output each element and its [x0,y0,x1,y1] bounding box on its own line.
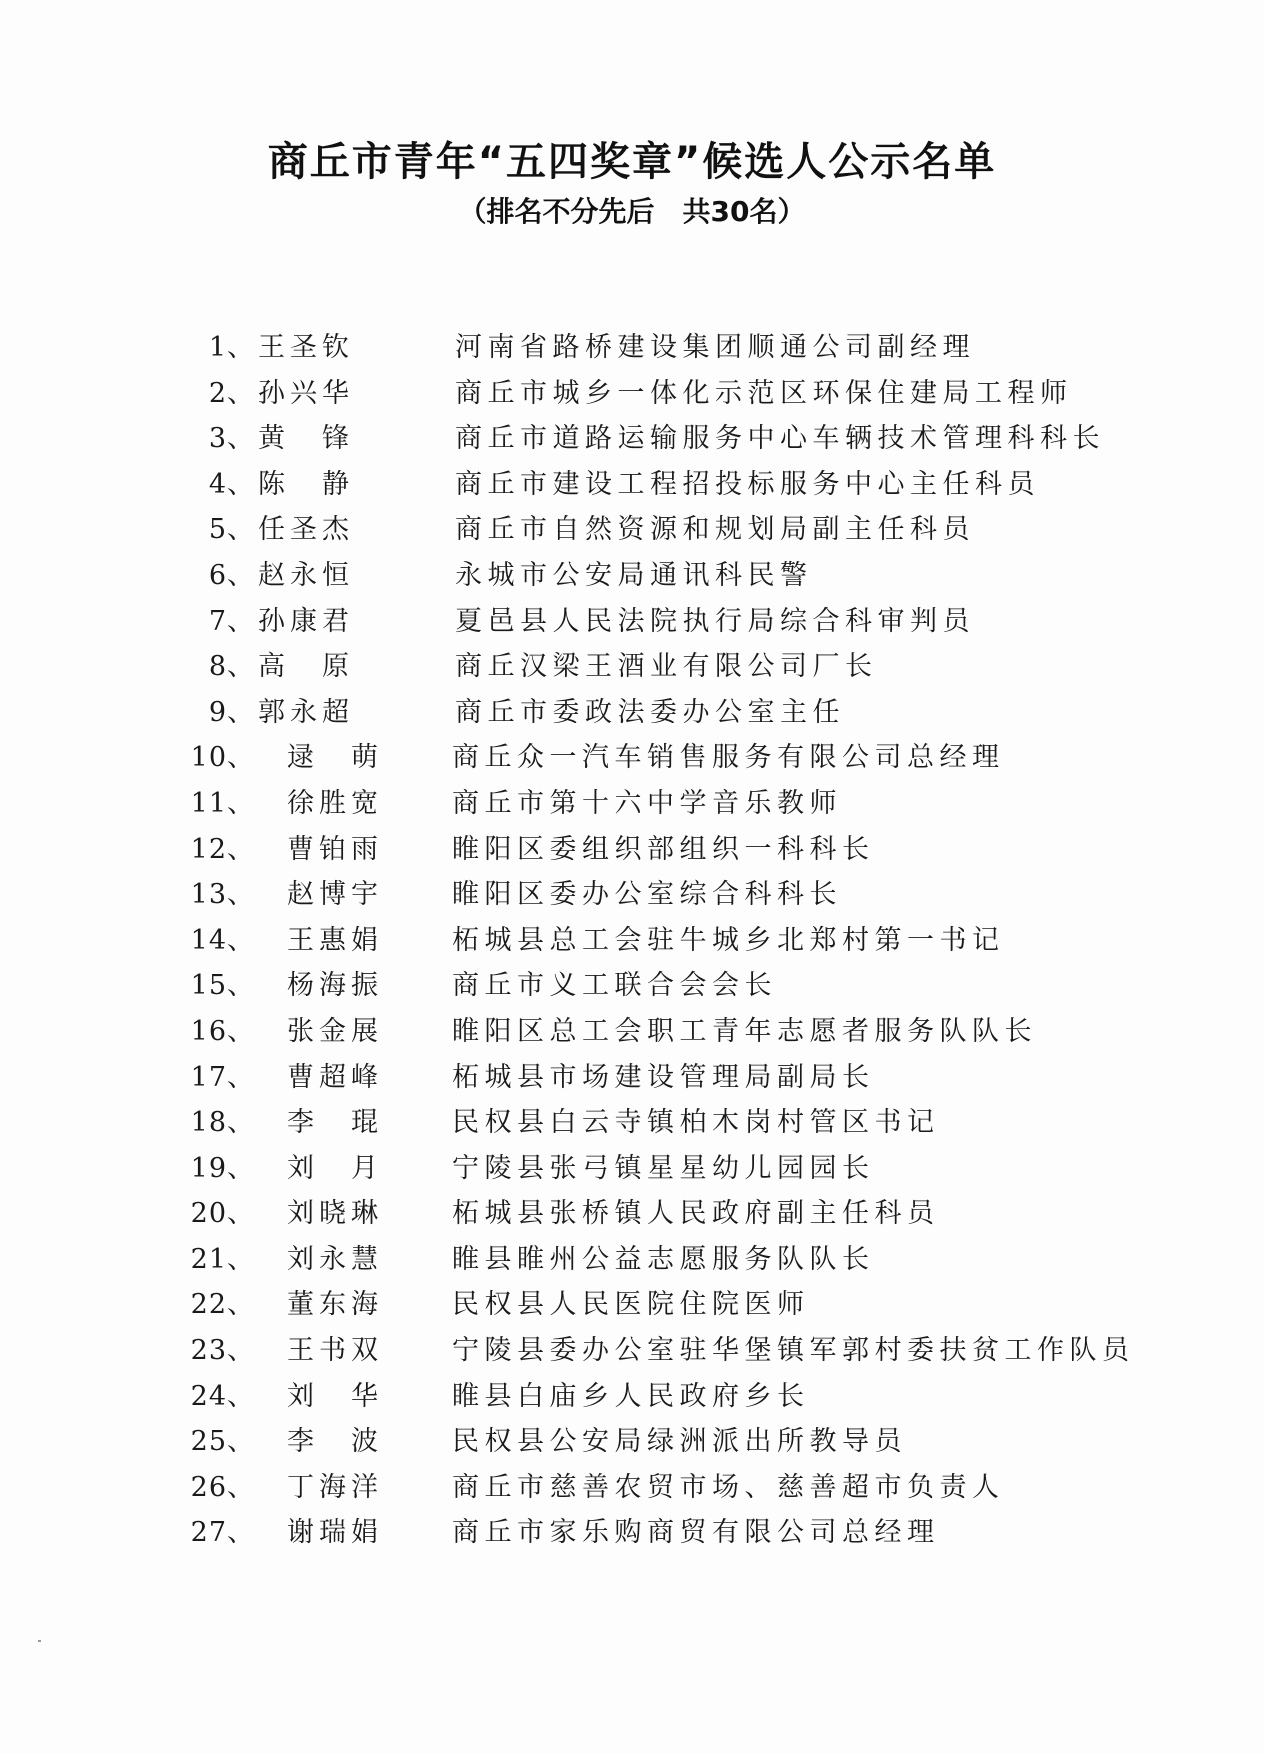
candidate-number: 15、 [190,970,255,1002]
candidate-number: 18、 [190,1107,255,1139]
candidate-number: 4、 [208,468,255,500]
candidate-row [0,1055,1264,1101]
candidate-row [0,1465,1264,1511]
candidate-organization: 睢县睢州公益志愿服务队队长 [452,1243,875,1275]
candidate-name: 逯 萌 [287,742,383,774]
candidate-name: 赵博宇 [287,879,383,911]
candidate-name: 刘 月 [287,1152,383,1184]
candidate-organization: 民权县白云寺镇柏木岗村管区书记 [452,1107,940,1139]
candidate-organization: 睢阳区委组织部组织一科科长 [452,833,875,865]
candidate-row [0,872,1264,918]
candidate-organization: 睢阳区委办公室综合科科长 [452,879,842,911]
candidate-name: 王圣钦 [258,332,354,363]
subtitle-count: 共30名） [682,195,806,228]
candidate-name: 陈 静 [258,468,354,500]
candidate-list [0,325,1264,1556]
candidate-organization: 商丘市第十六中学音乐教师 [452,787,842,819]
candidate-number: 6、 [208,559,255,591]
candidate-row [0,507,1264,553]
candidate-organization: 商丘市建设工程招投标服务中心主任科员 [455,468,1040,500]
candidate-row [0,1328,1264,1374]
candidate-row [0,1191,1264,1237]
candidate-name: 孙兴华 [258,377,354,409]
candidate-number: 14、 [190,924,255,956]
candidate-number: 12、 [190,833,255,865]
candidate-name: 丁海洋 [287,1471,383,1503]
candidate-number: 13、 [190,879,255,911]
candidate-name: 黄 锋 [258,423,354,455]
page-title: 商丘市青年“五四奖章”候选人公示名单 [267,139,997,185]
candidate-name: 徐胜宽 [287,787,383,819]
candidate-name: 董东海 [287,1289,383,1321]
candidate-name: 谢瑞娟 [287,1517,383,1549]
candidate-name: 李 波 [287,1426,383,1458]
candidate-number: 11、 [190,787,255,819]
candidate-name: 郭永超 [258,696,354,728]
candidate-organization: 民权县人民医院住院医师 [452,1289,810,1321]
candidate-number: 19、 [190,1152,255,1184]
candidate-number: 8、 [208,651,255,683]
candidate-row [0,1374,1264,1420]
candidate-organization: 商丘市城乡一体化示范区环保住建局工程师 [455,377,1073,409]
candidate-name: 曹超峰 [287,1061,383,1093]
candidate-name: 刘 华 [287,1380,383,1412]
candidate-row [0,644,1264,690]
candidate-row [0,1146,1264,1192]
candidate-row [0,781,1264,827]
candidate-organization: 商丘众一汽车销售服务有限公司总经理 [452,742,1005,774]
candidate-row [0,1510,1264,1556]
candidate-name: 任圣杰 [258,514,354,546]
candidate-organization: 宁陵县委办公室驻华堡镇军郭村委扶贫工作队员 [452,1335,1135,1367]
candidate-organization: 商丘市自然资源和规划局副主任科员 [455,514,975,546]
candidate-number: 21、 [190,1243,255,1275]
candidate-number: 27、 [190,1517,255,1549]
candidate-number: 25、 [190,1426,255,1458]
candidate-organization: 商丘市道路运输服务中心车辆技术管理科科长 [455,423,1105,455]
candidate-name: 孙康君 [258,605,354,637]
candidate-row [0,599,1264,645]
candidate-row [0,1282,1264,1328]
candidate-number: 17、 [190,1061,255,1093]
candidate-organization: 柘城县市场建设管理局副局长 [452,1061,875,1093]
candidate-row [0,918,1264,964]
subtitle-order-note: （排名不分先后 [458,195,655,228]
candidate-row [0,553,1264,599]
candidate-name: 刘永慧 [287,1243,383,1275]
candidate-number: 7、 [208,605,255,637]
candidate-number: 9、 [208,696,255,728]
candidate-number: 22、 [190,1289,255,1321]
candidate-row [0,1237,1264,1283]
candidate-number: 16、 [190,1015,255,1047]
page-subtitle [0,192,1264,232]
candidate-row [0,416,1264,462]
candidate-row [0,371,1264,417]
candidate-number: 23、 [190,1335,255,1367]
candidate-row [0,1100,1264,1146]
candidate-row [0,690,1264,736]
candidate-organization: 柘城县张桥镇人民政府副主任科员 [452,1198,940,1230]
candidate-number: 10、 [190,742,255,774]
candidate-organization: 睢阳区总工会职工青年志愿者服务队队长 [452,1015,1037,1047]
candidate-name: 王惠娟 [287,924,383,956]
candidate-number: 1、 [208,332,255,363]
candidate-name: 王书双 [287,1335,383,1367]
candidate-name: 李 琨 [287,1107,383,1139]
candidate-organization: 商丘市委政法委办公室主任 [455,696,845,728]
candidate-name: 曹铂雨 [287,833,383,865]
scan-speck [38,1640,41,1642]
candidate-organization: 河南省路桥建设集团顺通公司副经理 [455,332,975,363]
candidate-name: 赵永恒 [258,559,354,591]
candidate-organization: 民权县公安局绿洲派出所教导员 [452,1426,907,1458]
candidate-name: 刘晓琳 [287,1198,383,1230]
candidate-organization: 睢县白庙乡人民政府乡长 [452,1380,810,1412]
candidate-number: 26、 [190,1471,255,1503]
candidate-number: 24、 [190,1380,255,1412]
candidate-organization: 夏邑县人民法院执行局综合科审判员 [455,605,975,637]
candidate-organization: 商丘市慈善农贸市场、慈善超市负责人 [452,1471,1005,1503]
candidate-organization: 商丘市家乐购商贸有限公司总经理 [452,1517,940,1549]
candidate-number: 2、 [208,377,255,409]
candidate-number: 5、 [208,514,255,546]
candidate-row [0,1419,1264,1465]
candidate-row [0,963,1264,1009]
candidate-number: 20、 [190,1198,255,1230]
candidate-organization: 永城市公安局通讯科民警 [455,559,813,591]
candidate-row [0,325,1264,371]
candidate-number: 3、 [208,423,255,455]
candidate-organization: 柘城县总工会驻牛城乡北郑村第一书记 [452,924,1005,956]
candidate-row [0,1009,1264,1055]
candidate-organization: 商丘市义工联合会会长 [452,970,777,1002]
candidate-row [0,735,1264,781]
candidate-name: 杨海振 [287,970,383,1002]
candidate-organization: 宁陵县张弓镇星星幼儿园园长 [452,1152,875,1184]
candidate-organization: 商丘汉梁王酒业有限公司厂长 [455,651,878,683]
candidate-row [0,462,1264,508]
candidate-row [0,827,1264,873]
candidate-name: 张金展 [287,1015,383,1047]
candidate-name: 高 原 [258,651,354,683]
